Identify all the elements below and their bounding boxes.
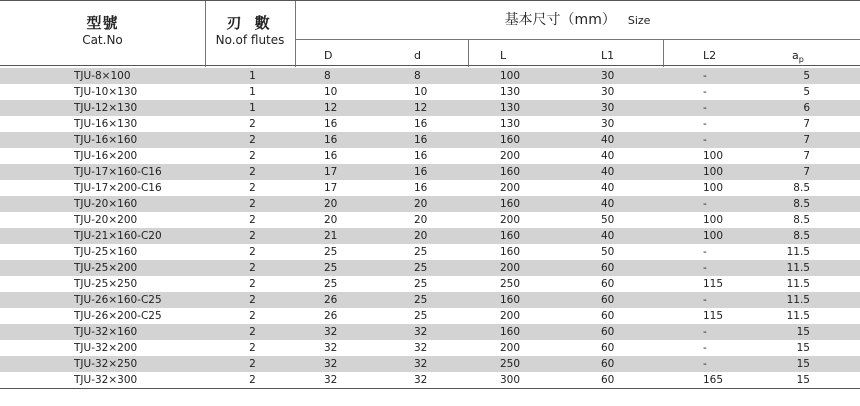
cell-ap: 8.5 bbox=[793, 198, 810, 210]
cell-L1: 60 bbox=[601, 310, 615, 322]
cell-flutes: 2 bbox=[249, 198, 256, 210]
table-row bbox=[0, 180, 860, 196]
cell-d: 25 bbox=[414, 246, 428, 258]
cell-L2: - bbox=[703, 246, 707, 258]
cell-L: 130 bbox=[500, 102, 521, 114]
cell-L2: 115 bbox=[703, 278, 724, 290]
cell-ap: 7 bbox=[803, 150, 810, 162]
cell-L: 250 bbox=[500, 278, 521, 290]
table-row bbox=[0, 116, 860, 132]
table-row bbox=[0, 164, 860, 180]
cell-D: 25 bbox=[324, 246, 338, 258]
cell-L: 160 bbox=[500, 294, 521, 306]
cell-L: 200 bbox=[500, 310, 521, 322]
cell-d: 16 bbox=[414, 166, 428, 178]
table-row bbox=[0, 68, 860, 84]
cell-D: 32 bbox=[324, 374, 338, 386]
cell-L1: 30 bbox=[601, 102, 615, 114]
cell-catno: TJU-16×130 bbox=[74, 118, 138, 130]
table-row bbox=[0, 372, 860, 389]
cell-L1: 40 bbox=[601, 134, 615, 146]
cell-L2: - bbox=[703, 102, 707, 114]
cell-ap: 7 bbox=[803, 166, 810, 178]
cell-catno: TJU-26×160-C25 bbox=[74, 294, 162, 306]
cell-ap: 15 bbox=[796, 326, 810, 338]
col-header-ap bbox=[792, 49, 804, 64]
cell-D: 32 bbox=[324, 326, 338, 338]
size-header bbox=[295, 9, 860, 29]
cell-d: 32 bbox=[414, 342, 428, 354]
cell-L2: 100 bbox=[703, 166, 724, 178]
cell-flutes: 2 bbox=[249, 262, 256, 274]
cell-L1: 40 bbox=[601, 166, 615, 178]
cell-d: 12 bbox=[414, 102, 428, 114]
cell-L: 200 bbox=[500, 150, 521, 162]
cell-L2: - bbox=[703, 294, 707, 306]
cell-D: 20 bbox=[324, 214, 338, 226]
cell-L2: - bbox=[703, 198, 707, 210]
cell-L: 200 bbox=[500, 342, 521, 354]
cell-d: 25 bbox=[414, 310, 428, 322]
cell-L: 200 bbox=[500, 214, 521, 226]
cell-catno: TJU-16×200 bbox=[74, 150, 138, 162]
table-header bbox=[0, 0, 860, 66]
cell-L: 160 bbox=[500, 166, 521, 178]
cell-ap: 5 bbox=[803, 70, 810, 82]
cell-L1: 60 bbox=[601, 374, 615, 386]
cell-ap: 15 bbox=[796, 358, 810, 370]
cell-D: 21 bbox=[324, 230, 338, 242]
table-row bbox=[0, 100, 860, 116]
cell-flutes: 2 bbox=[249, 134, 256, 146]
cell-L: 160 bbox=[500, 326, 521, 338]
table-row bbox=[0, 84, 860, 100]
cell-catno: TJU-20×200 bbox=[74, 214, 138, 226]
table-row bbox=[0, 148, 860, 164]
cell-flutes: 2 bbox=[249, 374, 256, 386]
cell-L1: 60 bbox=[601, 358, 615, 370]
cell-d: 25 bbox=[414, 262, 428, 274]
cell-ap: 7 bbox=[803, 118, 810, 130]
cell-flutes: 1 bbox=[249, 86, 256, 98]
cell-catno: TJU-32×250 bbox=[74, 358, 138, 370]
table-row bbox=[0, 132, 860, 148]
cell-L1: 60 bbox=[601, 294, 615, 306]
cell-L1: 30 bbox=[601, 118, 615, 130]
cell-L: 200 bbox=[500, 182, 521, 194]
cell-d: 16 bbox=[414, 150, 428, 162]
cell-d: 16 bbox=[414, 118, 428, 130]
table-row bbox=[0, 356, 860, 372]
cell-d: 16 bbox=[414, 182, 428, 194]
cell-L2: 100 bbox=[703, 150, 724, 162]
cell-D: 25 bbox=[324, 278, 338, 290]
flutes-header-en: No.of flutes bbox=[215, 33, 285, 47]
cell-L2: 115 bbox=[703, 310, 724, 322]
cell-L: 160 bbox=[500, 198, 521, 210]
cell-flutes: 2 bbox=[249, 278, 256, 290]
cell-L1: 40 bbox=[601, 198, 615, 210]
cell-catno: TJU-25×200 bbox=[74, 262, 138, 274]
cell-L1: 60 bbox=[601, 262, 615, 274]
cell-D: 26 bbox=[324, 294, 338, 306]
cell-catno: TJU-10×130 bbox=[74, 86, 138, 98]
cell-L1: 40 bbox=[601, 182, 615, 194]
table-row bbox=[0, 228, 860, 244]
cell-L2: 100 bbox=[703, 230, 724, 242]
cell-flutes: 2 bbox=[249, 182, 256, 194]
cell-d: 25 bbox=[414, 278, 428, 290]
cell-ap: 8.5 bbox=[793, 182, 810, 194]
cell-d: 32 bbox=[414, 326, 428, 338]
cell-flutes: 2 bbox=[249, 310, 256, 322]
cell-catno: TJU-26×200-C25 bbox=[74, 310, 162, 322]
cell-L: 160 bbox=[500, 230, 521, 242]
cell-L: 130 bbox=[500, 86, 521, 98]
cell-L: 160 bbox=[500, 134, 521, 146]
cell-D: 10 bbox=[324, 86, 338, 98]
cell-catno: TJU-32×300 bbox=[74, 374, 138, 386]
cell-L: 200 bbox=[500, 262, 521, 274]
cell-ap: 11.5 bbox=[786, 294, 810, 306]
cell-flutes: 2 bbox=[249, 166, 256, 178]
header-subrule bbox=[295, 39, 860, 40]
cell-L1: 60 bbox=[601, 342, 615, 354]
col-header-ap-sub: p bbox=[798, 55, 804, 65]
cell-ap: 15 bbox=[796, 374, 810, 386]
cell-D: 17 bbox=[324, 182, 338, 194]
cell-L: 300 bbox=[500, 374, 521, 386]
header-divider bbox=[468, 39, 469, 67]
cell-flutes: 2 bbox=[249, 246, 256, 258]
cell-flutes: 1 bbox=[249, 102, 256, 114]
cell-ap: 8.5 bbox=[793, 230, 810, 242]
cell-L1: 50 bbox=[601, 214, 615, 226]
table-row bbox=[0, 324, 860, 340]
cell-flutes: 2 bbox=[249, 326, 256, 338]
cell-D: 16 bbox=[324, 118, 338, 130]
cell-L2: 100 bbox=[703, 182, 724, 194]
cell-ap: 6 bbox=[803, 102, 810, 114]
cell-D: 26 bbox=[324, 310, 338, 322]
size-header-cn: 基本尺寸（mm） bbox=[504, 12, 616, 28]
cell-L1: 50 bbox=[601, 246, 615, 258]
cell-ap: 15 bbox=[796, 342, 810, 354]
cell-flutes: 2 bbox=[249, 358, 256, 370]
size-header-en: Size bbox=[627, 14, 651, 27]
cell-L2: - bbox=[703, 118, 707, 130]
cell-L2: - bbox=[703, 262, 707, 274]
cell-catno: TJU-25×160 bbox=[74, 246, 138, 258]
cell-catno: TJU-17×200-C16 bbox=[74, 182, 162, 194]
cell-L: 130 bbox=[500, 118, 521, 130]
cell-L1: 30 bbox=[601, 86, 615, 98]
cell-L2: 165 bbox=[703, 374, 724, 386]
cell-D: 32 bbox=[324, 358, 338, 370]
cell-catno: TJU-16×160 bbox=[74, 134, 138, 146]
cell-L2: - bbox=[703, 358, 707, 370]
table-row bbox=[0, 308, 860, 324]
cell-flutes: 2 bbox=[249, 118, 256, 130]
cell-catno: TJU-32×200 bbox=[74, 342, 138, 354]
cell-D: 32 bbox=[324, 342, 338, 354]
cell-L1: 60 bbox=[601, 278, 615, 290]
cell-L2: 100 bbox=[703, 214, 724, 226]
col-header-d: d bbox=[414, 49, 421, 62]
cell-ap: 5 bbox=[803, 86, 810, 98]
cell-ap: 11.5 bbox=[786, 262, 810, 274]
header-divider bbox=[663, 39, 664, 67]
cell-L2: - bbox=[703, 134, 707, 146]
cell-flutes: 2 bbox=[249, 230, 256, 242]
cell-L2: - bbox=[703, 86, 707, 98]
col-header-D: D bbox=[324, 49, 333, 62]
col-header-L: L bbox=[500, 49, 507, 62]
cell-catno: TJU-25×250 bbox=[74, 278, 138, 290]
cell-L1: 40 bbox=[601, 230, 615, 242]
cell-L2: - bbox=[703, 326, 707, 338]
table-row bbox=[0, 244, 860, 260]
cell-D: 8 bbox=[324, 70, 331, 82]
catno-header-cn: 型號 bbox=[86, 14, 119, 32]
cell-d: 25 bbox=[414, 294, 428, 306]
col-header-L2: L2 bbox=[703, 49, 717, 62]
cell-L2: - bbox=[703, 70, 707, 82]
table-body bbox=[0, 68, 860, 389]
cell-d: 8 bbox=[414, 70, 421, 82]
cell-ap: 7 bbox=[803, 134, 810, 146]
cell-catno: TJU-21×160-C20 bbox=[74, 230, 162, 242]
cell-d: 10 bbox=[414, 86, 428, 98]
table-row bbox=[0, 340, 860, 356]
cell-d: 20 bbox=[414, 230, 428, 242]
cell-catno: TJU-12×130 bbox=[74, 102, 138, 114]
cell-D: 16 bbox=[324, 150, 338, 162]
col-header-L1: L1 bbox=[601, 49, 615, 62]
table-row bbox=[0, 196, 860, 212]
col-header-ap-base: a bbox=[792, 49, 799, 62]
cell-D: 17 bbox=[324, 166, 338, 178]
cell-flutes: 2 bbox=[249, 342, 256, 354]
cell-ap: 8.5 bbox=[793, 214, 810, 226]
cell-L1: 60 bbox=[601, 326, 615, 338]
cell-catno: TJU-32×160 bbox=[74, 326, 138, 338]
flutes-header-cn: 刃 數 bbox=[226, 14, 274, 32]
cell-D: 20 bbox=[324, 198, 338, 210]
cell-catno: TJU-17×160-C16 bbox=[74, 166, 162, 178]
cell-L2: - bbox=[703, 342, 707, 354]
cell-ap: 11.5 bbox=[786, 246, 810, 258]
cell-L: 160 bbox=[500, 246, 521, 258]
cell-L: 100 bbox=[500, 70, 521, 82]
table-row bbox=[0, 292, 860, 308]
cell-flutes: 2 bbox=[249, 294, 256, 306]
table-row bbox=[0, 212, 860, 228]
table-row bbox=[0, 260, 860, 276]
cell-flutes: 2 bbox=[249, 214, 256, 226]
cell-flutes: 1 bbox=[249, 70, 256, 82]
cell-catno: TJU-8×100 bbox=[74, 70, 131, 82]
cell-flutes: 2 bbox=[249, 150, 256, 162]
cell-catno: TJU-20×160 bbox=[74, 198, 138, 210]
catno-header-en: Cat.No bbox=[82, 33, 123, 47]
cell-D: 12 bbox=[324, 102, 338, 114]
cell-d: 16 bbox=[414, 134, 428, 146]
cell-L1: 40 bbox=[601, 150, 615, 162]
cell-d: 32 bbox=[414, 358, 428, 370]
cell-ap: 11.5 bbox=[786, 278, 810, 290]
cell-D: 16 bbox=[324, 134, 338, 146]
cell-d: 32 bbox=[414, 374, 428, 386]
cell-d: 20 bbox=[414, 198, 428, 210]
cell-ap: 11.5 bbox=[786, 310, 810, 322]
cell-D: 25 bbox=[324, 262, 338, 274]
cell-L1: 30 bbox=[601, 70, 615, 82]
cell-L: 250 bbox=[500, 358, 521, 370]
table-row bbox=[0, 276, 860, 292]
cell-d: 20 bbox=[414, 214, 428, 226]
